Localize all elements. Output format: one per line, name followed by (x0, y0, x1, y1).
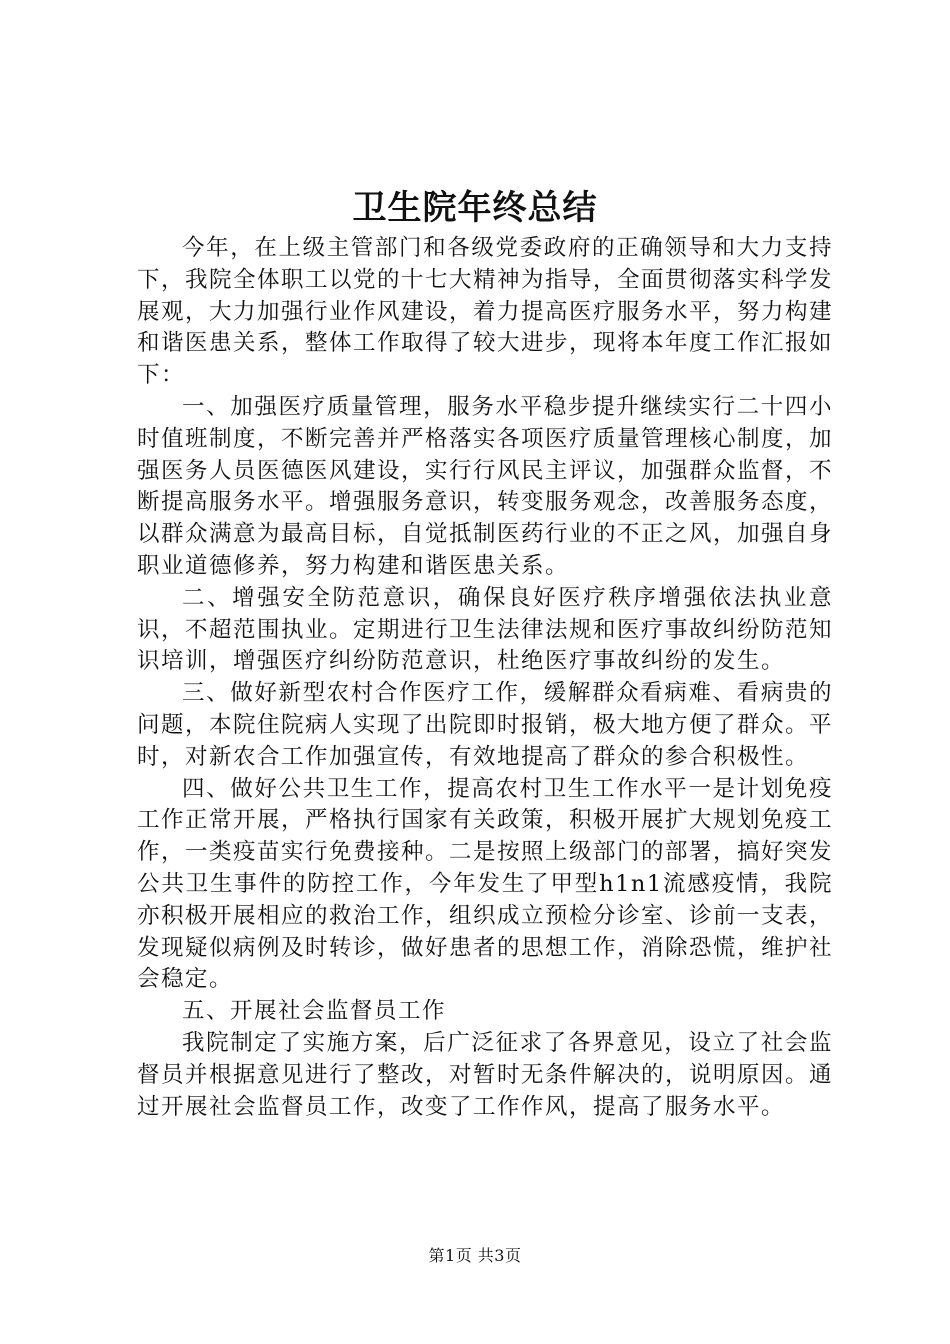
paragraph-section-5-body: 我院制定了实施方案，后广泛征求了各界意见，设立了社会监督员并根据意见进行了整改，对暂时无条件解决的，说明原因。通过开展社会监督员工作，改变了工作作风，提高了服务水平。 (137, 1029, 834, 1120)
paragraph-section-3: 三、做好新型农村合作医疗工作，缓解群众看病难、看病贵的问题，本院住院病人实现了出院即时报销，极大地方便了群众。平时，对新农合工作加强宣传，有效地提高了群众的参合积极性。 (137, 680, 834, 770)
paragraph-section-1: 一、加强医疗质量管理，服务水平稳步提升继续实行二十四小时值班制度，不断完善并严格落实各项医疗质量管理核心制度，加强医务人员医德医风建设，实行行风民主评议，加强群众监督，不断提高服务水平。增强服务意识，转变服务观念，改善服务态度，以群众满意为最高目标，自觉抵制医药行业的不正之风，加强自身职业道德修养，努力构建和谐医患关系。 (137, 393, 834, 579)
page-footer: 第1页 共3页 (428, 1246, 522, 1265)
document-body (137, 233, 833, 1123)
paragraph-section-4: 四、做好公共卫生工作，提高农村卫生工作水平一是计划免疫工作正常开展，严格执行国家有关政策，积极开展扩大规划免疫工作，一类疫苗实行免费接种。二是按照上级部门的部署，搞好突发公共卫生事件的防控工作，今年发生了甲型h1n1流感疫情，我院亦积极开展相应的救治工作，组织成立预检分诊室、诊前一支表，发现疑似病例及时转诊，做好患者的思想工作，消除恐慌，维护社会稳定。 (137, 775, 834, 993)
document-title: 卫生院年终总结 (352, 188, 598, 228)
paragraph-section-2: 二、增强安全防范意识，确保良好医疗秩序增强依法执业意识，不超范围执业。定期进行卫生法律法规和医疗事故纠纷防范知识培训，增强医疗纠纷防范意识，杜绝医疗事故纠纷的发生。 (137, 584, 834, 675)
paragraph-section-5-heading: 五、开展社会监督员工作 (182, 998, 447, 1025)
paragraph-intro: 今年，在上级主管部门和各级党委政府的正确领导和大力支持下，我院全体职工以党的十七大精神为指导，全面贯彻落实科学发展观，大力加强行业作风建设，着力提高医疗服务水平，努力构建和谐医患关系，整体工作取得了较大进步，现将本年度工作汇报如下： (137, 235, 834, 389)
